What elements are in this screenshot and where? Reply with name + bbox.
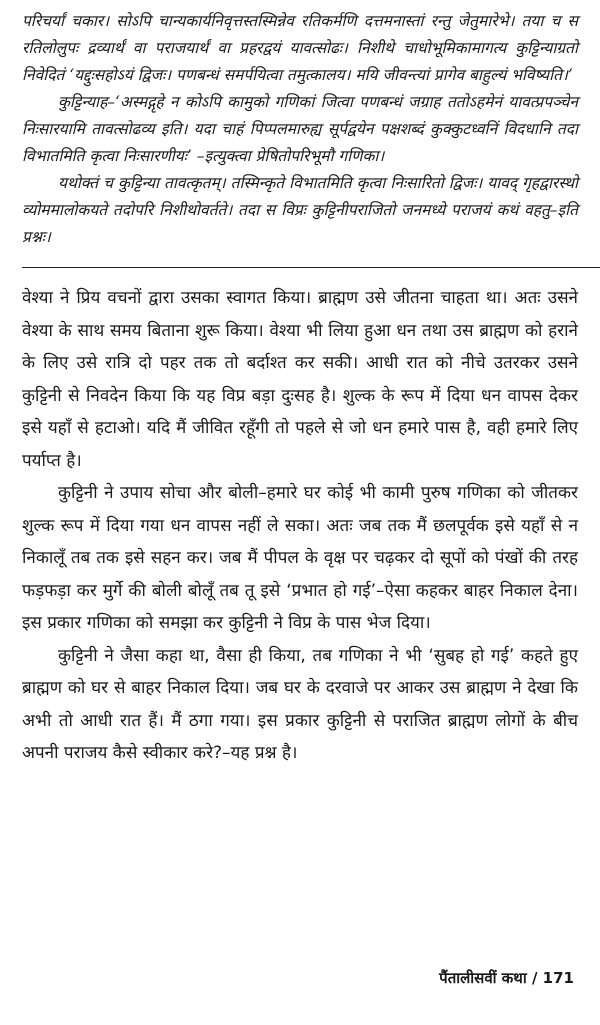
sanskrit-verse-block	[22, 8, 578, 251]
hindi-paragraph: कुट्टिनी ने जैसा कहा था, वैसा ही किया, तब गणिका ने भी ‘सुबह हो गई’ कहते हुए ब्राह्मण को घर से बाहर निकाल दिया। जब घर के दरवाजे पर आकर उस ब्राह्मण ने देखा कि अभी तो आधी रात हैं। मैं ठगा गया। इस प्रकार कुट्टिनी से पराजित ब्राह्मण लोगों के बीच अपनी पराजय कैसे स्वीकार करे?–यह प्रश्न है।	[22, 645, 578, 763]
sanskrit-paragraph: परिचर्यां चकार। सोऽपि चान्यकार्यनिवृत्तस्तस्मिन्नेव रतिकर्मणि दत्तमनास्तां रन्तु जेतुमारेभे। तया च स रतिलोलुपः द्रव्यार्थं वा पराजयार्थं वा प्रहरद्वयं यावत्सोढः। निशीथे चाधोभूमिकामागत्य कुट्टिन्याग्रतो निवेदितं ‘यद्दुःसहोऽयं द्विजः। पणबन्धं समर्पयित्वा तमुत्कालय। मयि जीवन्त्यां प्रागेव बाहुल्यं भविष्यति।’	[22, 12, 578, 84]
hindi-paragraph: कुट्टिनी ने उपाय सोचा और बोली–हमारे घर कोई भी कामी पुरुष गणिका को जीतकर शुल्क रूप में दिया गया धन वापस नहीं ले सका। अतः जब तक मैं छलपूर्वक इसे यहाँ से न निकालूँ तब तक इसे सहन कर। जब मैं पीपल के वृक्ष पर चढ़कर दो सूपों को पंखों की तरह फड़फड़ा कर मुर्गे की बोली बोलूँ तब तू इसे ‘प्रभात हो गई’–ऐसा कहकर बाहर निकाल देना। इस प्रकार गणिका को समझा कर कुट्टिनी ने विप्र के पास भेज दिया।	[22, 483, 578, 633]
sanskrit-paragraph: कुट्टिन्याह–‘अस्मद्गृहे न कोऽपि कामुको गणिकां जित्वा पणबन्धं जग्राह ततोऽहमेनं यावत्प्रपञ्चेन निःसारयामि तावत्सोढव्य इति। यदा चाहं पिप्पलमारुह्य सूर्पद्वयेन पक्षशब्दं कुक्कुटध्वनिं विदधानि तदा विभातमिति कृत्वा निःसारणीयः’ –इत्युक्त्वा प्रेषितोपरिभूमौ गणिका।	[22, 93, 578, 165]
section-divider	[22, 267, 600, 268]
hindi-translation-block	[22, 282, 578, 770]
hindi-paragraph: वेश्या ने प्रिय वचनों द्वारा उसका स्वागत किया। ब्राह्मण उसे जीतना चाहता था। अतः उसने वेश्या के साथ समय बिताना शुरू किया। वेश्या भी लिया हुआ धन तथा उस ब्राह्मण को हराने के लिए उसे रात्रि दो पहर तक तो बर्दाश्त कर सकी। आधी रात को नीचे उतरकर उसने कुट्टिनी से निवदेन किया कि यह विप्र बड़ा दुःसह है। शुल्क के रूप में दिया धन वापस देकर इसे यहाँ से हटाओ। यदि मैं जीवित रहूँगी तो पहले से जो धन हमारे पास है, वही हमारे लिए पर्याप्त है।	[22, 288, 578, 471]
page-footer: पैंतालीसवीं कथा / 171	[439, 969, 574, 987]
sanskrit-paragraph: यथोक्तं च कुट्टिन्या तावत्कृतम्। तस्मिन्कृते विभातमिति कृत्वा निःसारितो द्विजः। यावद् गृहद्वारस्थो व्योममालोकयते तदोपरि निशीथोवर्तते। तदा स विप्रः कुट्टिनीपराजितो जनमध्ये पराजयं कथं वहतु–इति प्रश्नः।	[22, 174, 578, 246]
